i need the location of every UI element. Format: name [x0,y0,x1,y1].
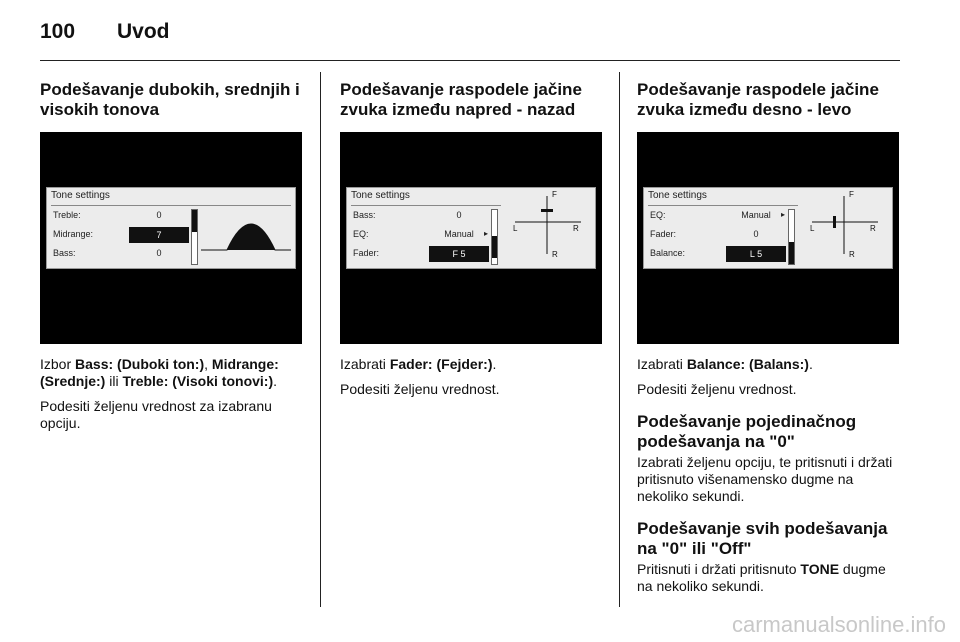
column-fader [340,80,604,398]
chevron-right-icon: ▸ [484,229,489,238]
column-divider-2 [619,72,620,607]
screen-image-tone [40,132,302,344]
section-heading: Podešavanje dubokih, srednjih i visokih tonova [40,80,300,119]
subsection-heading: Podešavanje pojedinačnog podešavanja na "0" [637,412,857,451]
panel-title: Tone settings [351,190,410,201]
screen-image-balance [637,132,899,344]
panel-row-treble: Treble: 0 [53,210,162,220]
panel-row-fader: Fader: 0 [650,229,759,239]
column-divider-1 [320,72,321,607]
panel-scrollbar [491,209,498,265]
tone-settings-panel: Tone settings Bass: 0 EQ: Manual ▸ Fader: F 5 F L R R [346,187,596,269]
column-tone-settings [40,80,304,432]
panel-title: Tone settings [648,190,707,201]
panel-row-eq: EQ: Manual ▸ [650,210,786,220]
chevron-right-icon: ▸ [781,210,786,219]
instruction-text: Izabrati željenu opciju, te pritisnuti i držati pritisnuto višenamensko dugme na nekoliko sekundi. [637,454,893,504]
fader-crosshair-graphic [507,188,593,268]
balance-crosshair-graphic [804,188,890,268]
tone-settings-panel: Tone settings EQ: Manual ▸ Fader: 0 Balance: L 5 F L R R [643,187,893,269]
column-balance [637,80,901,595]
instruction-text: Pritisnuti i držati pritisnuto TONE dugme na nekoliko sekundi. [637,561,886,594]
instruction-text: Podesiti željenu vrednost. [637,381,797,397]
instruction-text: Podesiti željenu vrednost za izabranu opciju. [40,398,272,431]
panel-row-balance: Balance: L 5 [648,246,786,262]
panel-row-fader: Fader: F 5 [351,246,489,262]
watermark: carmanualsonline.info [731,612,946,637]
panel-row-midrange: Midrange: 7 [51,227,189,243]
section-heading: Podešavanje raspodele jačine zvuka između napred - nazad [340,80,582,119]
tone-settings-panel [46,187,296,269]
top-rule [40,60,900,61]
screen-image-fader [340,132,602,344]
panel-title: Tone settings [51,190,110,201]
panel-row-bass: Bass: 0 [353,210,462,220]
section-heading: Podešavanje raspodele jačine zvuka između desno - levo [637,80,879,119]
instruction-text: Izbor Bass: (Duboki ton:), Midrange: (Srednje:) ili Treble: (Visoki tonovi:). [40,356,279,389]
panel-scrollbar [191,209,198,265]
page-number: 100 [40,20,76,43]
eq-curve-graphic [199,208,291,264]
panel-row-bass: Bass: 0 [53,248,162,258]
instruction-text: Podesiti željenu vrednost. [340,381,500,397]
panel-scrollbar [788,209,795,265]
panel-row-eq: EQ: Manual ▸ [353,229,489,239]
subsection-heading: Podešavanje svih podešavanja na "0" ili "Off" [637,519,888,558]
instruction-text: Izabrati Fader: (Fejder:). [340,356,497,372]
instruction-text: Izabrati Balance: (Balans:). [637,356,813,372]
page-title: Uvod [117,20,170,43]
